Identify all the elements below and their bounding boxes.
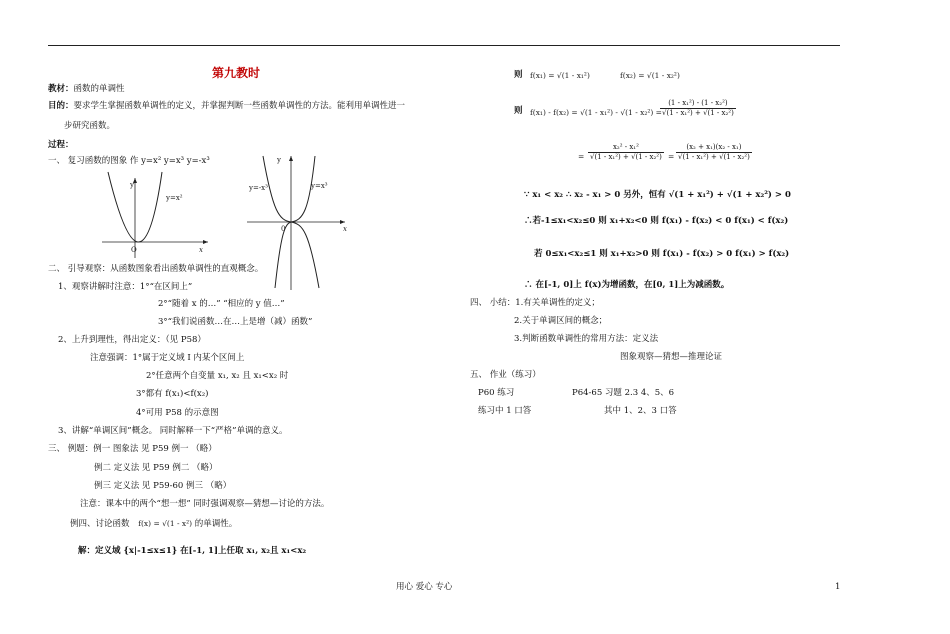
example-4-suffix: 的单调性。 <box>194 519 238 529</box>
x-axis-arrow <box>340 220 345 224</box>
example-4-prefix: 例四、讨论函数 <box>70 519 130 529</box>
purpose-label: 目的： <box>48 101 74 111</box>
r2-lhs: f(x₁) - f(x₂) = √(1 - x₁²) - √(1 - x₂²) = <box>530 108 662 117</box>
homework-2a: 练习中 1 口答 <box>478 406 532 416</box>
graph1-origin-label: O <box>131 246 137 254</box>
section-3-2: 例二 定义法 见 P59 例二 （略） <box>94 463 218 473</box>
purpose-line2: 步研究函数。 <box>64 121 116 131</box>
r7-conclusion: ∴ 在[-1, 0]上 f(x)为增函数，在[0, 1]上为减函数。 <box>524 280 730 290</box>
section-2-1: 1、观察讲解时注意：1°“在区间上” <box>58 282 193 292</box>
r3-numerator-2: (x₂ + x₁)(x₂ - x₁) <box>676 143 752 153</box>
emphasis-1: 注意强调：1°属于定义域 I 内某个区间上 <box>90 353 245 363</box>
graph1-x-label: x <box>199 246 203 254</box>
r3-fraction-2 <box>676 143 752 162</box>
example-4-line <box>70 518 237 530</box>
emphasis-3: 3°都有 f(x₁)<f(x₂) <box>136 389 209 399</box>
r4-line: ∵ x₁ < x₂ ∴ x₂ - x₁ > 0 另外，恒有 √(1 + x₁²) + √(1 + x₂²) > 0 <box>524 190 791 200</box>
purpose-line <box>48 101 405 112</box>
r3-eq: = <box>578 152 585 161</box>
graph2-right-curve-label: y=x³ <box>311 182 328 190</box>
homework-2b: 其中 1、2、3 口答 <box>604 406 677 416</box>
material-line <box>48 84 125 95</box>
section-3-3: 例三 定义法 见 P59-60 例三 （略） <box>94 481 232 491</box>
graph2-left-curve-label: y=-x³ <box>249 184 268 192</box>
section-1: 一、 复习函数的图象 作 y=x² y=x³ y=-x³ <box>48 156 210 166</box>
material-label: 教材： <box>48 84 74 94</box>
graph1-y-label: y <box>130 181 134 189</box>
homework-1b: P64-65 习题 2.3 4、5、6 <box>572 388 675 398</box>
parabola-graph <box>98 170 218 260</box>
r6-line: 若 0≤x₁<x₂≤1 则 x₁+x₂>0 则 f(x₁) - f(x₂) > 0 f(x₁) > f(x₂) <box>534 249 790 259</box>
r3-denominator-1: √(1 - x₁²) + √(1 - x₂²) <box>590 153 662 161</box>
solution-line: 解：定义域 {x|-1≤x≤1} 在[-1, 1]上任取 x₁, x₂且 x₁<x₂ <box>78 546 307 556</box>
note-line: 注意：课本中的两个“想一想” 同时强调观察—猜想—讨论的方法。 <box>80 499 330 509</box>
homework-1a: P60 练习 <box>478 388 515 398</box>
r2-denominator: √(1 - x₁²) + √(1 - x₂²) <box>662 109 734 117</box>
r2-numerator: (1 - x₁²) - (1 - x₂²) <box>660 99 736 109</box>
r5-line: ∴若-1≤x₁<x₂≤0 则 x₁+x₂<0 则 f(x₁) - f(x₂) < 0 f(x₁) < f(x₂) <box>524 216 789 226</box>
section-2-1-c: 3°“我们说函数…在…上是增（减）函数” <box>158 317 313 327</box>
graph1-curve-label: y=x² <box>166 194 183 202</box>
section-4-3: 3.判断函数单调性的常用方法：定义法 <box>514 334 659 344</box>
section-4-2: 2.关于单调区间的概念； <box>514 316 608 326</box>
section-2: 二、 引导观察：从函数图象看出函数单调性的直观概念。 <box>48 264 264 274</box>
process-label: 过程： <box>48 140 74 150</box>
x-axis-arrow <box>203 240 208 244</box>
r3-denominator-2: √(1 - x₁²) + √(1 - x₂²) <box>678 153 750 161</box>
section-4-4: 图象观察—猜想—推理论证 <box>620 352 723 362</box>
section-4: 四、 小结：1.有关单调性的定义； <box>470 298 600 308</box>
purpose-text: 要求学生掌握函数单调性的定义，并掌握判断一些函数单调性的方法。能利用单调性进一 <box>73 101 406 111</box>
r2-fraction <box>660 99 736 118</box>
y-axis-arrow <box>289 156 293 161</box>
section-2-2: 2、上升到理性，得出定义：（见 P58） <box>58 335 206 345</box>
graph2-origin-label: 0 <box>281 225 286 233</box>
r2-prefix: 则 <box>514 106 523 116</box>
r3-numerator-1: x₂² - x₁² <box>588 143 664 153</box>
page-number: 1 <box>835 582 841 592</box>
header-rule <box>48 45 840 46</box>
footer-slogan: 用心 爱心 专心 <box>396 582 453 592</box>
example-4-formula: f(x) = √(1 - x²) <box>138 519 193 528</box>
r1-f2: f(x₂) = √(1 - x₂²) <box>620 71 680 80</box>
section-5: 五、 作业（练习） <box>470 370 541 380</box>
emphasis-4: 4°可用 P58 的示意图 <box>136 408 219 418</box>
graph2-x-label: x <box>343 225 347 233</box>
section-2-1-b: 2°“随着 x 的…” “相应的 y 值…” <box>158 299 285 309</box>
material-text: 函数的单调性 <box>73 84 125 94</box>
r3-eq2: = <box>668 152 675 161</box>
section-3: 三、 例题：例一 图象法 见 P59 例一 （略） <box>48 444 217 454</box>
graph2-y-label: y <box>277 156 281 164</box>
r3-fraction-1 <box>588 143 664 162</box>
section-2-3: 3、讲解“单调区间”概念。 同时解释一下“严格”单调的意义。 <box>58 426 288 436</box>
emphasis-2: 2°任意两个自变量 x₁, x₂ 且 x₁<x₂ 时 <box>146 371 289 381</box>
r1-prefix: 则 <box>514 70 523 80</box>
r1-f1: f(x₁) = √(1 - x₁²) <box>530 71 590 80</box>
page-title: 第九教时 <box>212 66 261 80</box>
